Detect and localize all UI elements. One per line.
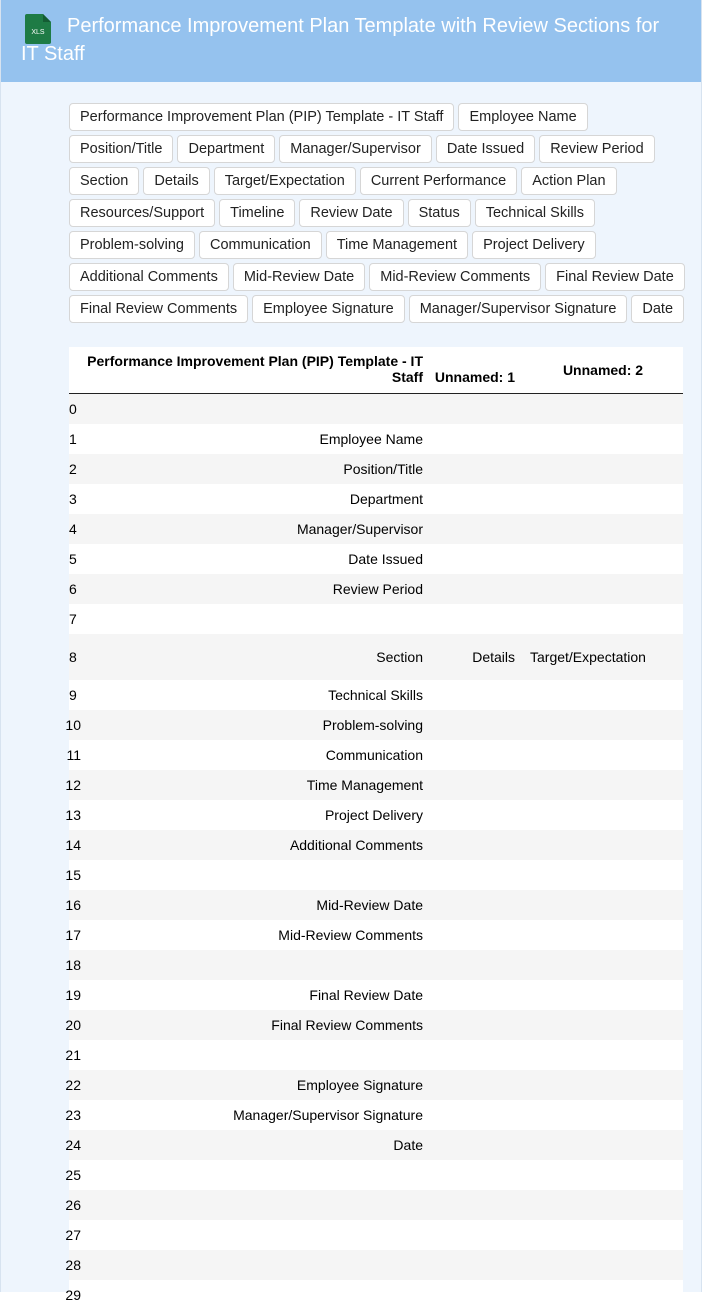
- table-cell[interactable]: [523, 710, 683, 740]
- table-cell[interactable]: Position/Title: [81, 454, 431, 484]
- table-row: [69, 484, 683, 514]
- table-cell[interactable]: [431, 1130, 523, 1160]
- table-cell[interactable]: [523, 770, 683, 800]
- column-tag[interactable]: Current Performance: [360, 167, 517, 195]
- table-cell[interactable]: [431, 830, 523, 860]
- table-cell[interactable]: [431, 1190, 523, 1220]
- column-tag[interactable]: Mid-Review Comments: [369, 263, 541, 291]
- row-index: 12: [69, 770, 81, 800]
- table-cell[interactable]: Employee Name: [81, 424, 431, 454]
- table-cell[interactable]: [523, 980, 683, 1010]
- column-tag[interactable]: Date Issued: [436, 135, 535, 163]
- table-cell[interactable]: [523, 680, 683, 710]
- table-cell[interactable]: [431, 800, 523, 830]
- table-row: [69, 890, 683, 920]
- row-index: 19: [69, 980, 81, 1010]
- table-cell[interactable]: [431, 1070, 523, 1100]
- index-header: [69, 347, 81, 394]
- column-header[interactable]: Unnamed: 1: [431, 347, 523, 394]
- table-row: [69, 394, 683, 425]
- table-cell[interactable]: [523, 1250, 683, 1280]
- row-index: 9: [69, 680, 81, 710]
- xls-icon-label: XLS: [31, 29, 45, 36]
- column-tag[interactable]: Employee Signature: [252, 295, 405, 323]
- table-row: [69, 1040, 683, 1070]
- column-tag[interactable]: Communication: [199, 231, 322, 259]
- data-table: [69, 347, 683, 1310]
- table-cell[interactable]: [431, 1220, 523, 1250]
- row-index: 15: [69, 860, 81, 890]
- table-cell[interactable]: [81, 1280, 431, 1310]
- table-cell[interactable]: [523, 424, 683, 454]
- row-index: 4: [69, 514, 81, 544]
- row-index: 29: [69, 1280, 81, 1310]
- row-index: 2: [69, 454, 81, 484]
- table-cell[interactable]: [523, 740, 683, 770]
- table-row: [69, 514, 683, 544]
- table-cell[interactable]: Project Delivery: [81, 800, 431, 830]
- table-cell[interactable]: [523, 394, 683, 425]
- table-row: [69, 950, 683, 980]
- column-tag[interactable]: Problem-solving: [69, 231, 195, 259]
- page-header: [1, 0, 701, 82]
- table-cell[interactable]: Mid-Review Comments: [81, 920, 431, 950]
- column-tag[interactable]: Date: [631, 295, 684, 323]
- table-row: [69, 424, 683, 454]
- table-row: [69, 980, 683, 1010]
- table-cell[interactable]: [523, 1190, 683, 1220]
- table-cell[interactable]: Employee Signature: [81, 1070, 431, 1100]
- column-tag[interactable]: Employee Name: [458, 103, 587, 131]
- row-index: 16: [69, 890, 81, 920]
- row-index: 21: [69, 1040, 81, 1070]
- table-cell[interactable]: [523, 890, 683, 920]
- table-row: [69, 1280, 683, 1310]
- table-cell[interactable]: Communication: [81, 740, 431, 770]
- row-index: 20: [69, 1010, 81, 1040]
- page-title: [21, 12, 681, 68]
- column-tag[interactable]: Performance Improvement Plan (PIP) Template - IT Staff: [69, 103, 454, 131]
- row-index: 24: [69, 1130, 81, 1160]
- table-cell[interactable]: [523, 1040, 683, 1070]
- table-row: [69, 830, 683, 860]
- row-index: 26: [69, 1190, 81, 1220]
- page-title-text: Performance Improvement Plan Template with Review Sections for IT Staff: [21, 15, 659, 65]
- row-index: 11: [69, 740, 81, 770]
- row-index: 18: [69, 950, 81, 980]
- row-index: 28: [69, 1250, 81, 1280]
- row-index: 23: [69, 1100, 81, 1130]
- table-cell[interactable]: [81, 1220, 431, 1250]
- row-index: 27: [69, 1220, 81, 1250]
- table-cell[interactable]: [81, 1250, 431, 1280]
- table-cell[interactable]: [81, 950, 431, 980]
- table-cell[interactable]: Details: [431, 634, 523, 680]
- table-cell[interactable]: [523, 574, 683, 604]
- table-cell[interactable]: [431, 680, 523, 710]
- table-cell[interactable]: [431, 544, 523, 574]
- column-tag[interactable]: Action Plan: [521, 167, 616, 195]
- row-index: 3: [69, 484, 81, 514]
- table-cell[interactable]: Technical Skills: [81, 680, 431, 710]
- table-row: [69, 604, 683, 634]
- table-cell[interactable]: Department: [81, 484, 431, 514]
- row-index: 17: [69, 920, 81, 950]
- table-row: [69, 1010, 683, 1040]
- table-cell[interactable]: [81, 394, 431, 425]
- row-index: 1: [69, 424, 81, 454]
- table-cell[interactable]: [523, 514, 683, 544]
- table-cell[interactable]: [431, 454, 523, 484]
- table-row: [69, 800, 683, 830]
- column-tag[interactable]: Resources/Support: [69, 199, 215, 227]
- table-cell[interactable]: [431, 1010, 523, 1040]
- column-tag-list: [69, 103, 695, 323]
- table-cell[interactable]: Manager/Supervisor Signature: [81, 1100, 431, 1130]
- table-cell[interactable]: [431, 394, 523, 425]
- column-tag[interactable]: Project Delivery: [472, 231, 596, 259]
- table-cell[interactable]: [431, 950, 523, 980]
- table-cell[interactable]: [523, 454, 683, 484]
- table-cell[interactable]: [81, 1190, 431, 1220]
- table-row: [69, 1190, 683, 1220]
- row-index: 5: [69, 544, 81, 574]
- data-table-container[interactable]: [69, 347, 679, 1292]
- column-tag[interactable]: Manager/Supervisor: [279, 135, 432, 163]
- row-index: 22: [69, 1070, 81, 1100]
- table-cell[interactable]: [523, 1130, 683, 1160]
- column-tag[interactable]: Final Review Comments: [69, 295, 248, 323]
- column-tag[interactable]: Target/Expectation: [214, 167, 356, 195]
- table-cell[interactable]: [431, 890, 523, 920]
- table-row: [69, 740, 683, 770]
- table-row: [69, 920, 683, 950]
- table-cell[interactable]: [431, 1160, 523, 1190]
- table-row: [69, 1100, 683, 1130]
- table-row: [69, 454, 683, 484]
- column-tag[interactable]: Details: [143, 167, 209, 195]
- table-row: [69, 770, 683, 800]
- table-cell[interactable]: [431, 770, 523, 800]
- table-cell[interactable]: [523, 860, 683, 890]
- table-cell[interactable]: [523, 604, 683, 634]
- table-row: [69, 1130, 683, 1160]
- table-cell[interactable]: [81, 604, 431, 634]
- table-cell[interactable]: [431, 860, 523, 890]
- row-index: 7: [69, 604, 81, 634]
- table-cell[interactable]: [523, 544, 683, 574]
- row-index: 13: [69, 800, 81, 830]
- table-cell[interactable]: [431, 1280, 523, 1310]
- table-cell[interactable]: Target/Expectation: [523, 634, 683, 680]
- table-cell[interactable]: [431, 424, 523, 454]
- column-tag[interactable]: Timeline: [219, 199, 295, 227]
- table-row: [69, 634, 683, 680]
- table-cell[interactable]: Final Review Comments: [81, 1010, 431, 1040]
- row-index: 6: [69, 574, 81, 604]
- table-row: [69, 1160, 683, 1190]
- table-cell[interactable]: [431, 1100, 523, 1130]
- table-cell[interactable]: Additional Comments: [81, 830, 431, 860]
- table-row: [69, 544, 683, 574]
- table-row: [69, 1250, 683, 1280]
- column-tag[interactable]: Time Management: [326, 231, 468, 259]
- table-cell[interactable]: [431, 980, 523, 1010]
- table-cell[interactable]: Problem-solving: [81, 710, 431, 740]
- table-row: [69, 680, 683, 710]
- table-cell[interactable]: Time Management: [81, 770, 431, 800]
- table-cell[interactable]: Mid-Review Date: [81, 890, 431, 920]
- table-cell[interactable]: [523, 1160, 683, 1190]
- table-row: [69, 710, 683, 740]
- table-cell[interactable]: Review Period: [81, 574, 431, 604]
- table-row: [69, 1070, 683, 1100]
- column-header[interactable]: Unnamed: 2: [523, 347, 683, 394]
- column-tag[interactable]: Additional Comments: [69, 263, 229, 291]
- column-tag[interactable]: Mid-Review Date: [233, 263, 365, 291]
- table-header-row: [69, 347, 683, 394]
- table-cell[interactable]: [431, 1040, 523, 1070]
- table-cell[interactable]: [431, 1250, 523, 1280]
- table-cell[interactable]: [523, 1280, 683, 1310]
- row-index: 8: [69, 634, 81, 680]
- table-cell[interactable]: Manager/Supervisor: [81, 514, 431, 544]
- table-cell[interactable]: Final Review Date: [81, 980, 431, 1010]
- table-cell[interactable]: [523, 1100, 683, 1130]
- row-index: 25: [69, 1160, 81, 1190]
- column-tag[interactable]: Review Date: [299, 199, 403, 227]
- table-cell[interactable]: [523, 800, 683, 830]
- column-tag[interactable]: Technical Skills: [475, 199, 595, 227]
- column-tag[interactable]: Position/Title: [69, 135, 173, 163]
- table-cell[interactable]: [431, 574, 523, 604]
- table-body: [69, 394, 683, 1310]
- table-cell[interactable]: [523, 1070, 683, 1100]
- table-row: [69, 574, 683, 604]
- table-cell[interactable]: [523, 830, 683, 860]
- table-cell[interactable]: [431, 514, 523, 544]
- table-cell[interactable]: Section: [81, 634, 431, 680]
- table-cell[interactable]: [431, 920, 523, 950]
- column-header[interactable]: Performance Improvement Plan (PIP) Template - IT Staff: [81, 347, 431, 394]
- table-cell[interactable]: [431, 710, 523, 740]
- table-row: [69, 860, 683, 890]
- table-cell[interactable]: [431, 604, 523, 634]
- table-cell[interactable]: [523, 484, 683, 514]
- table-cell[interactable]: [81, 860, 431, 890]
- column-tag[interactable]: Manager/Supervisor Signature: [409, 295, 628, 323]
- table-cell[interactable]: Date: [81, 1130, 431, 1160]
- table-cell[interactable]: [523, 950, 683, 980]
- column-tag[interactable]: Final Review Date: [545, 263, 685, 291]
- table-cell[interactable]: [523, 1220, 683, 1250]
- table-cell[interactable]: Date Issued: [81, 544, 431, 574]
- table-cell[interactable]: [81, 1040, 431, 1070]
- column-tag[interactable]: Review Period: [539, 135, 655, 163]
- row-index: 0: [69, 394, 81, 425]
- table-cell[interactable]: [431, 484, 523, 514]
- column-tag[interactable]: Status: [408, 199, 471, 227]
- table-cell[interactable]: [523, 1010, 683, 1040]
- row-index: 14: [69, 830, 81, 860]
- table-cell[interactable]: [523, 920, 683, 950]
- table-row: [69, 1220, 683, 1250]
- column-tag[interactable]: Section: [69, 167, 139, 195]
- column-tag[interactable]: Department: [177, 135, 275, 163]
- table-cell[interactable]: [81, 1160, 431, 1190]
- row-index: 10: [69, 710, 81, 740]
- table-cell[interactable]: [431, 740, 523, 770]
